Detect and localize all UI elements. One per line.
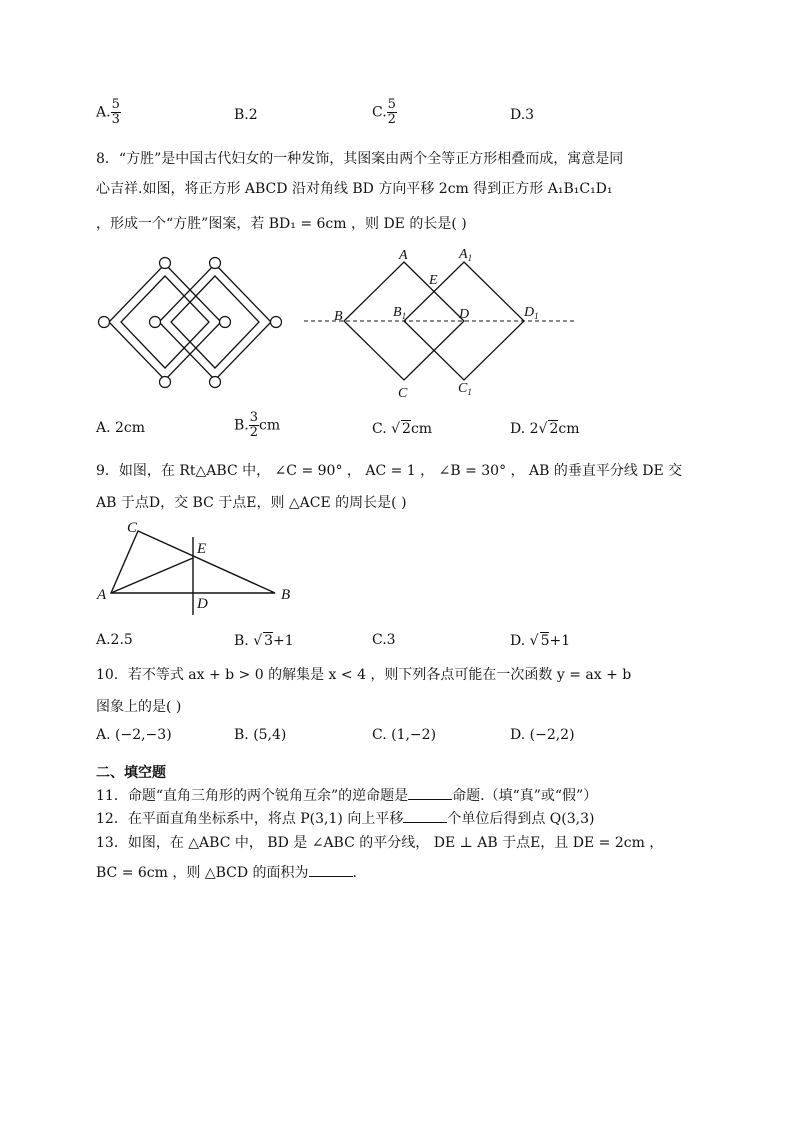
label-e: E [197, 541, 207, 557]
label-d1: $D_1$ [524, 305, 539, 321]
label-d: D [197, 596, 208, 612]
label-e: E [429, 273, 438, 288]
q10-option-b: B. (5,4) [234, 727, 287, 743]
q8-text-line1: 8．“方胜”是中国古代妇女的一种发饰，其图案由两个全等正方形相叠而成，寓意是同 [96, 151, 624, 167]
label-c: C [127, 520, 138, 536]
q9-option-d: D. √ 5+1 [510, 633, 571, 649]
label-a: A [97, 587, 107, 603]
q13-text-line1: 13．如图，在 △ABC 中， BD 是 ∠ABC 的平分线， DE ⊥ AB 于点E，且 DE = 2cm ， [96, 835, 664, 851]
ornament-bead [99, 317, 110, 328]
q9-option-a: A.2.5 [96, 632, 133, 648]
label-d: D [459, 307, 470, 322]
ornament-bead [160, 377, 171, 388]
ornament-bead [220, 317, 231, 328]
ornament-square-right-outer [159, 264, 271, 380]
q10-option-c: C. (1,−2) [372, 727, 437, 743]
q7-option-b: B.2 [234, 107, 258, 123]
q10-option-d: D. (−2,2) [510, 727, 575, 743]
answer-blank[interactable] [403, 810, 447, 823]
q12-text: 12．在平面直角坐标系中，将点 P(3,1) 向上平移 个单位后得到点 Q(3,3) [96, 811, 595, 827]
label-b: B [334, 309, 343, 324]
ornament-bead [150, 317, 161, 328]
q8-option-b: B. $\frac{3}{2}$ cm [234, 410, 281, 440]
q7-option-a: A. $\frac{5}{3}$ [96, 97, 120, 127]
q8-text-line3: ，形成一个“方胜”图案，若 BD₁ = 6cm ，则 DE 的长是( ) [96, 216, 467, 232]
translated-squares-figure [300, 246, 580, 398]
q9-text-line2: AB 于点D，交 BC 于点E，则 △ACE 的周长是( ) [96, 495, 407, 511]
q8-option-a: A. 2cm [96, 420, 146, 436]
label-a: A [399, 248, 408, 263]
section-heading: 二、填空题 [96, 765, 166, 781]
label-b: B [281, 587, 291, 603]
fangsheng-ornament-figure [95, 252, 290, 392]
q9-option-c: C.3 [372, 632, 396, 648]
label-c1: $C_1$ [458, 381, 472, 397]
ornament-bead [271, 317, 282, 328]
label-a1: $A_1$ [459, 247, 473, 263]
answer-blank[interactable] [309, 864, 353, 877]
q7-option-d: D.3 [510, 107, 535, 123]
answer-blank[interactable] [408, 787, 452, 800]
ornament-square-left-inner [121, 276, 209, 368]
q9-option-b: B. √ 3+1 [234, 633, 294, 649]
q10-option-a: A. (−2,−3) [96, 727, 172, 743]
ornament-bead [160, 258, 171, 269]
q8-option-d: D. 2√ 2cm [510, 421, 580, 437]
q8-option-c: C. √ 2cm [372, 421, 433, 437]
ornament-square-left-outer [109, 264, 221, 380]
ornament-square-right-inner [171, 276, 259, 368]
ornament-bead [210, 377, 221, 388]
q10-text-line2: 图象上的是( ) [96, 699, 182, 715]
q11-text: 11．命题“直角三角形的两个锐角互余”的逆命题是 命题.（填“真”或“假”） [96, 788, 598, 804]
q8-text-line2: 心吉祥.如图，将正方形 ABCD 沿对角线 BD 方向平移 2cm 得到正方形 A₁B₁C₁D₁ [96, 181, 613, 197]
label-c: C [398, 386, 408, 398]
label-b1: $B_1$ [393, 305, 407, 321]
q10-text-line1: 10．若不等式 ax + b > 0 的解集是 x < 4 ，则下列各点可能在一次函数 y = ax + b [96, 667, 632, 683]
q7-option-c: C. $\frac{5}{2}$ [372, 97, 396, 127]
q9-text-line1: 9．如图，在 Rt△ABC 中， ∠C = 90° ， AC = 1 ， ∠B = 30° ， AB 的垂直平分线 DE 交 [96, 463, 683, 479]
triangle-abc-figure [95, 515, 300, 619]
q13-text-line2: BC = 6cm ，则 △BCD 的面积为 . [96, 865, 357, 881]
ornament-bead [210, 258, 221, 269]
